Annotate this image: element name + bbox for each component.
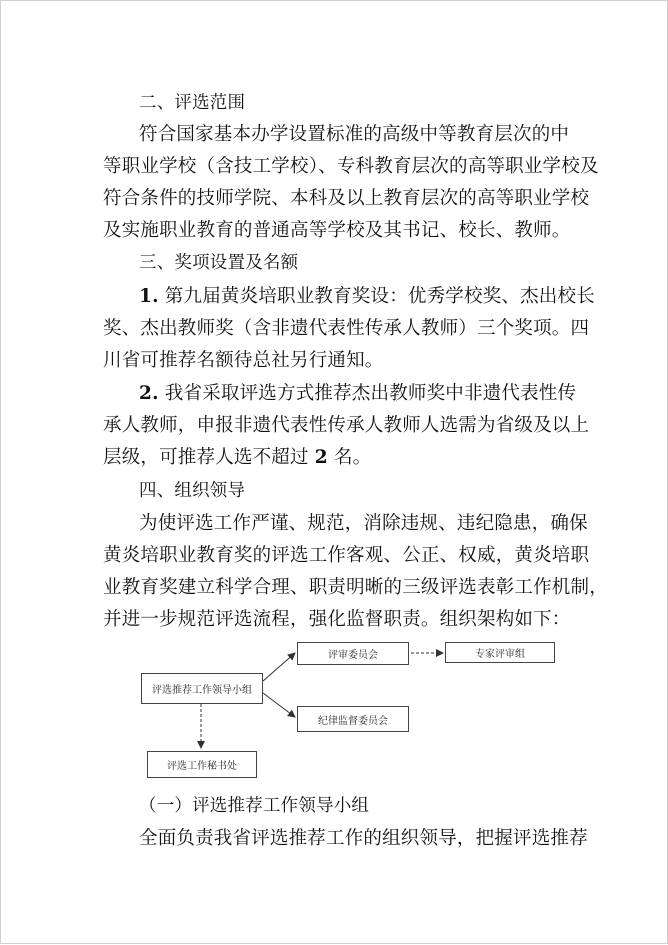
quota-number: 2 xyxy=(314,447,328,468)
item-number: 1. xyxy=(139,286,159,307)
subsection-heading-leading-group: （一）评选推荐工作领导小组 xyxy=(139,796,370,816)
paragraph-line: 等职业学校（含技工学校）、专科教育层次的高等职业学校及 xyxy=(103,156,599,177)
paragraph-line: 并进一步规范评选流程，强化监督职责。组织架构如下： xyxy=(103,609,571,630)
arrow-leader-to-discipline xyxy=(263,693,295,717)
box-review-committee: 评审委员会 xyxy=(297,642,409,665)
box-expert-panel: 专家评审组 xyxy=(445,642,555,663)
paragraph-line: 承人教师，申报非遗代表性传承人教师人选需为省级及以上 xyxy=(103,415,590,436)
paragraph-line: 奖、杰出教师奖（含非遗代表性传承人教师）三个奖项。四 xyxy=(103,318,590,339)
text-fragment: 名。 xyxy=(327,447,372,468)
paragraph-line: 业教育奖建立科学合理、职责明晰的三级评选表彰工作机制， xyxy=(103,577,608,598)
paragraph-line: 黄炎培职业教育奖的评选工作客观、公正、权威，黄炎培职 xyxy=(103,545,590,566)
arrow-leader-to-review xyxy=(263,653,295,681)
text-fragment: 层级，可推荐人选不超过 xyxy=(103,447,315,468)
paragraph-line: 及实施职业教育的普通高等学校及其书记、校长、教师。 xyxy=(103,220,571,241)
paragraph-line: 全面负责我省评选推荐工作的组织领导，把握评选推荐 xyxy=(139,828,588,849)
section-heading-organization: 四、组织领导 xyxy=(139,481,246,501)
item-text: 我省采取评选方式推荐杰出教师奖中非遗代表性传 xyxy=(158,383,577,404)
item-number: 2. xyxy=(139,383,159,404)
item-text: 第九届黄炎培职业教育奖设：优秀学校奖、杰出校长 xyxy=(158,286,595,307)
paragraph-line: 符合条件的技师学院、本科及以上教育层次的高等职业学校 xyxy=(103,188,590,209)
box-secretariat: 评选工作秘书处 xyxy=(147,751,257,778)
paragraph-line: 为使评选工作严谨、规范，消除违规、违纪隐患，确保 xyxy=(139,513,588,534)
paragraph-line: 符合国家基本办学设置标准的高级中等教育层次的中 xyxy=(139,124,570,145)
section-heading-awards: 三、奖项设置及名额 xyxy=(139,253,299,273)
box-discipline-committee: 纪律监督委员会 xyxy=(297,706,409,732)
box-leading-group: 评选推荐工作领导小组 xyxy=(141,673,263,704)
paragraph-line: 川省可推荐名额待总社另行通知。 xyxy=(103,350,384,371)
section-heading-scope: 二、评选范围 xyxy=(139,93,246,113)
